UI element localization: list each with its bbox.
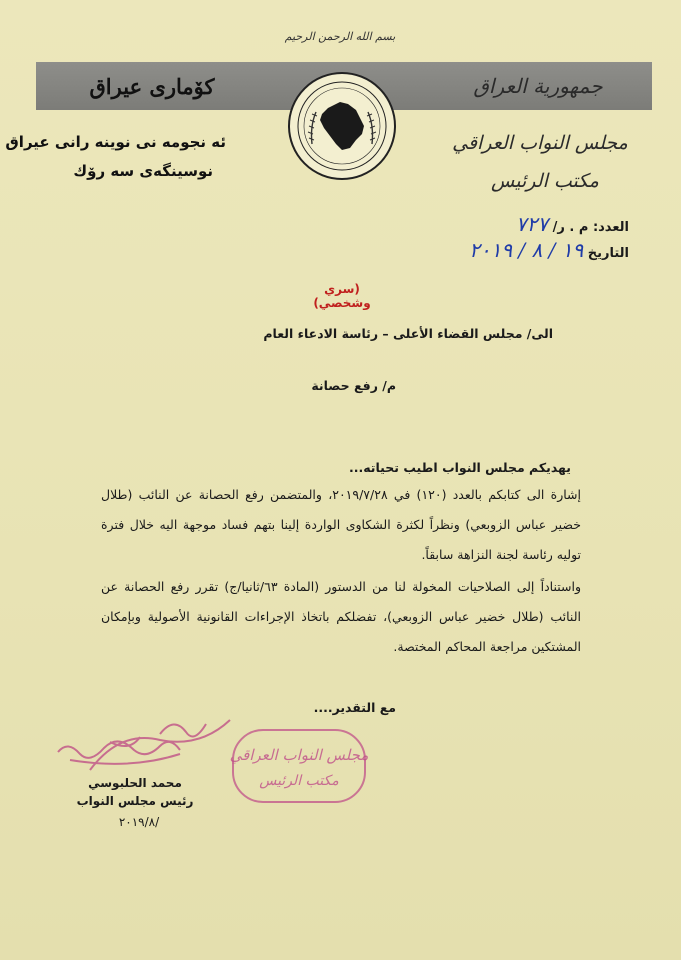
reference-number-value: ٧٢٧ xyxy=(515,212,549,236)
arabic-country-name: جمهورية العراق xyxy=(473,74,603,98)
body-paragraph-2: واستناداً إلى الصلاحيات المخولة لنا من الدستور (المادة ٦٣/ثانيا/ج) تقرر رفع الحصانة عن النائب (طلال خضير عباس الزوبعي)، تفضلكم باتخاذ الإجراءات القانونية الأصولية وبإمكان المشتكين مراجعة المحاكم المختصة. xyxy=(101,579,581,654)
arabic-office-name: مكتب الرئيس xyxy=(491,170,599,192)
reference-date-label: التاريخ xyxy=(587,246,629,261)
body-paragraph-1: إشارة الى كتابكم بالعدد (١٢٠) في ٢٠١٩/٧/٢٨، والمتضمن رفع الحصانة عن النائب (طلال خضير عباس الزوبعي) ونظراً لكثرة الشكاوى الواردة إلينا بتهم فساد موجهة اليه خلال فترة توليه رئاسة لجنة النزاهة سابقاً. xyxy=(101,487,581,562)
reference-number-label: العدد: xyxy=(592,220,629,235)
office-stamp xyxy=(230,730,369,802)
handwritten-signature xyxy=(58,720,230,770)
stamp-line-1: مجلس النواب العراقي xyxy=(229,746,369,764)
basmala: بسم الله الرحمن الرحيم xyxy=(284,30,396,43)
reference-date xyxy=(469,238,629,262)
reference-date-value: ١٩ / ٨ / ٢٠١٩ xyxy=(469,238,584,262)
reference-number xyxy=(516,212,629,236)
arabic-parliament-name: مجلس النواب العراقي xyxy=(452,132,628,154)
parliament-emblem xyxy=(288,72,396,180)
classification-label: (سري وشخصي) xyxy=(313,282,371,310)
stamp-line-2: مكتب الرئيس xyxy=(259,773,339,789)
reference-number-prefix: م . ر/ xyxy=(552,220,589,235)
kurdish-office-name: نوسينگەى سه رۆك xyxy=(73,162,213,180)
greeting-line: يهديكم مجلس النواب اطيب تحياته... xyxy=(348,460,571,475)
closing-line: مع التقدير.... xyxy=(313,700,396,715)
signatory-name: محمد الحلبوسي xyxy=(88,776,182,790)
kurdish-parliament-name: ئه نجومه نى نوينه رانى عيراق xyxy=(5,133,226,151)
signature-date: ٢٠١٩/٨/ xyxy=(118,815,160,829)
recipient-line: الى/ مجلس القضاء الأعلى – رئاسة الادعاء العام xyxy=(263,326,553,341)
kurdish-country-name: كۆماری عیراق xyxy=(89,74,215,99)
signatory-title: رئيس مجلس النواب xyxy=(76,794,194,808)
subject-line: م/ رفع حصانة xyxy=(311,378,396,393)
iraq-map-emblem-icon xyxy=(290,74,394,178)
